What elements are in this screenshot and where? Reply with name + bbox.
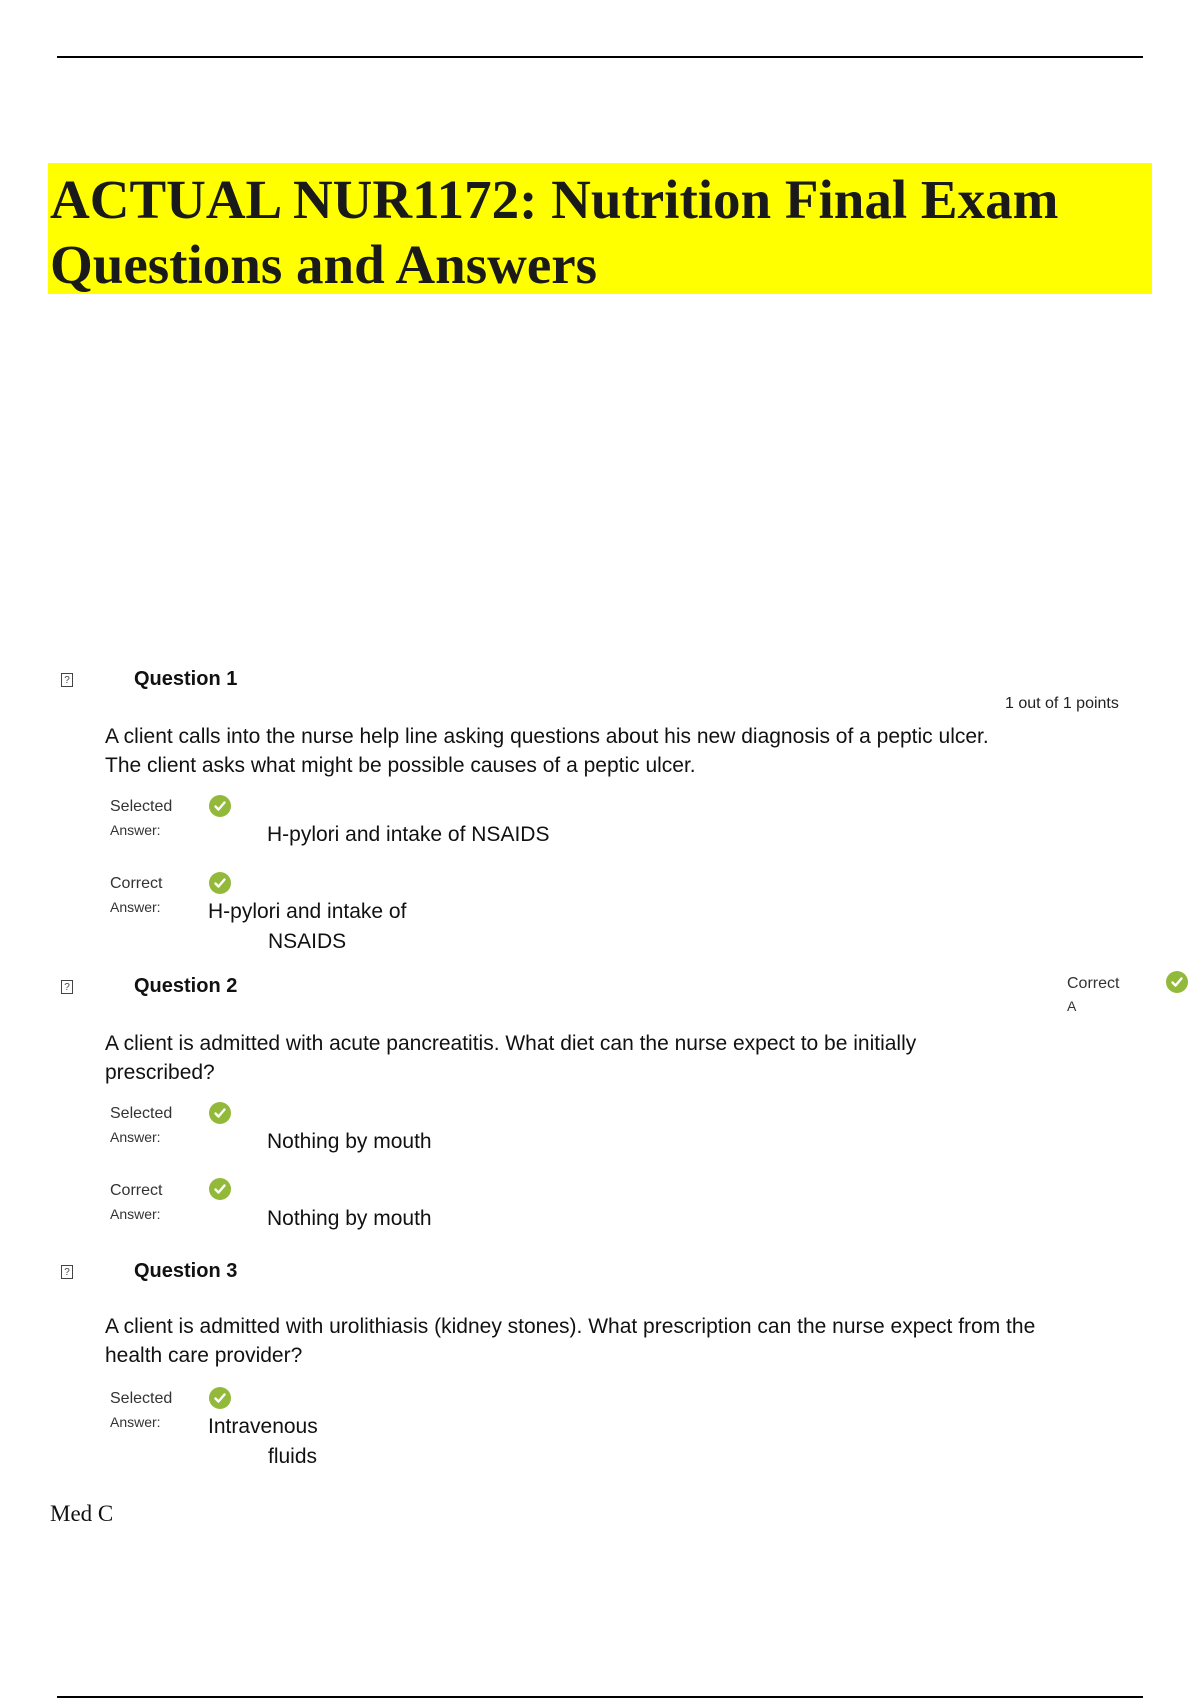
q2-correct-label: Correct: [110, 1182, 163, 1199]
side-correct-check-icon: [1166, 971, 1188, 993]
q1-correct-label: Correct: [110, 875, 163, 892]
q3-selected-answer-line2: fluids: [268, 1445, 318, 1468]
question-1-prompt: A client calls into the nurse help line asking questions about his new diagnosis of a peptic ulcer. The client asks what might be possible causes of a peptic ulcer.: [105, 725, 989, 777]
question-3-title: Question 3: [134, 1260, 238, 1282]
q2-selected-check-icon: [209, 1102, 231, 1124]
question-1-title: Question 1: [134, 668, 238, 690]
q1-selected-check-icon: [209, 795, 231, 817]
q3-selected-answer-line1: Intravenous: [208, 1415, 318, 1438]
q2-correct-answer: Nothing by mouth: [267, 1207, 432, 1230]
q3-selected-label: Selected: [110, 1390, 173, 1407]
question-3-prompt: A client is admitted with urolithiasis (kidney stones). What prescription can the nurse expect from the health care provider?: [105, 1315, 1036, 1367]
title-highlight: [48, 163, 1152, 294]
q2-correct-check-icon: [209, 1178, 231, 1200]
q1-correct-answer-label: Answer:: [110, 899, 161, 915]
top-rule: [57, 56, 1143, 58]
question-1-score: 1 out of 1 points: [1005, 695, 1119, 712]
q1-correct-answer-line2: NSAIDS: [268, 930, 347, 953]
question-2-marker-icon: ?: [61, 980, 73, 994]
q3-selected-answer-label: Answer:: [110, 1414, 161, 1430]
document-title: ACTUAL NUR1172: Nutrition Final Exam Questions and Answers: [50, 169, 1059, 295]
side-correct-sub: A: [1067, 998, 1077, 1014]
q1-correct-answer-line1: H-pylori and intake of: [208, 900, 407, 923]
question-2-prompt: A client is admitted with acute pancreatitis. What diet can the nurse expect to be initially prescribed?: [105, 1032, 917, 1084]
q1-selected-answer-label: Answer:: [110, 822, 161, 838]
q1-correct-check-icon: [209, 872, 231, 894]
q1-selected-answer: H-pylori and intake of NSAIDS: [267, 823, 550, 846]
q2-selected-label: Selected: [110, 1105, 173, 1122]
bottom-rule: [57, 1696, 1143, 1698]
side-correct-label: Correct: [1067, 975, 1120, 992]
footer-text: Med C: [50, 1501, 114, 1526]
q2-correct-answer-label: Answer:: [110, 1206, 161, 1222]
question-1-marker-icon: ?: [61, 673, 73, 687]
q2-selected-answer-label: Answer:: [110, 1129, 161, 1145]
q1-selected-label: Selected: [110, 798, 173, 815]
q3-selected-check-icon: [209, 1387, 231, 1409]
question-3-marker-icon: ?: [61, 1265, 73, 1279]
question-2-title: Question 2: [134, 975, 238, 997]
q2-selected-answer: Nothing by mouth: [267, 1130, 432, 1153]
